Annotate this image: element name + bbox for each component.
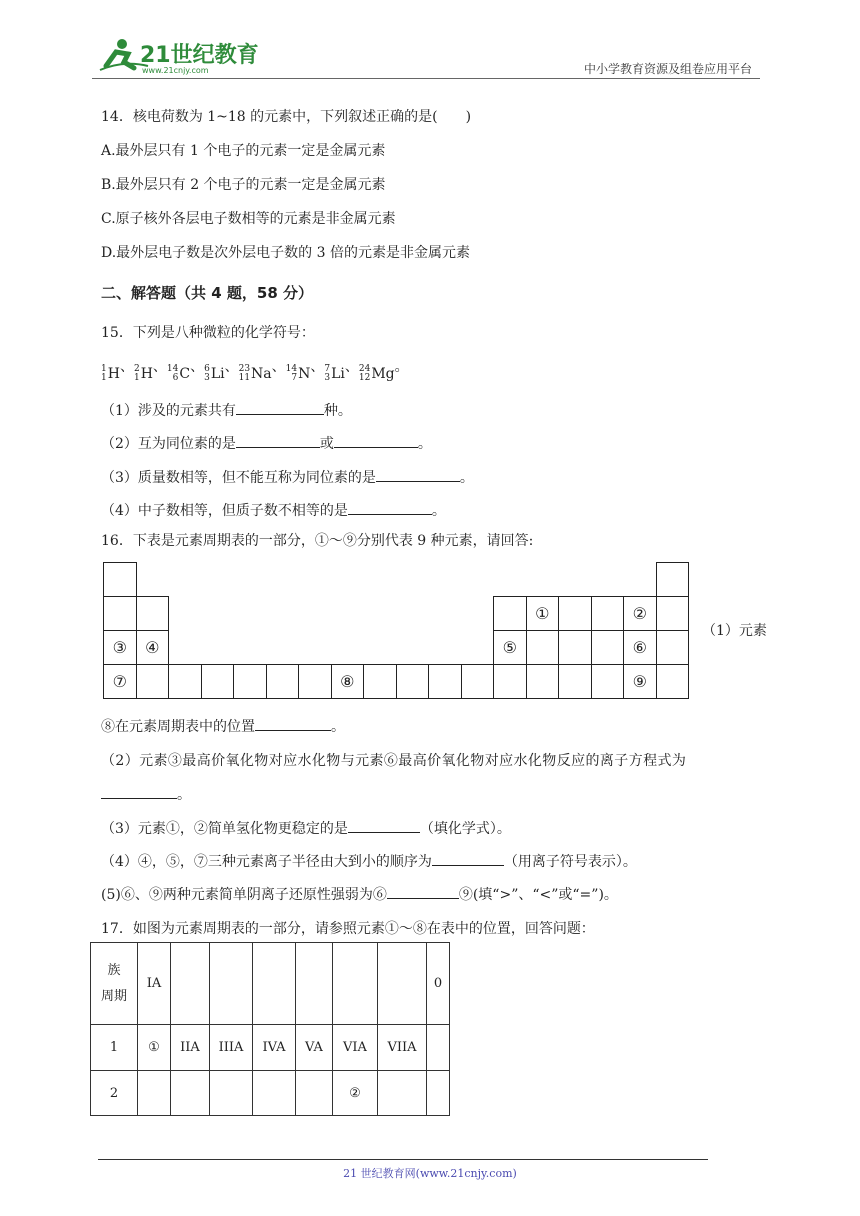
table-cell [526, 630, 560, 665]
table-cell-marked: ④ [136, 630, 170, 665]
footer-text: 21 世纪教育网(www.21cnjy.com) [343, 1167, 517, 1180]
mass-number: 14 [285, 364, 298, 374]
answer-blank[interactable] [387, 885, 459, 899]
q17-cell: 1 [91, 1025, 138, 1071]
q14-option-a: A.最外层只有 1 个电子的元素一定是金属元素 [101, 143, 386, 159]
table-cell [363, 664, 397, 699]
q15-p1-end: 种。 [323, 403, 352, 419]
table-cell [493, 596, 527, 631]
table-cell [656, 664, 690, 699]
element-symbol: C [179, 366, 191, 382]
mass-number: 24 [358, 364, 371, 374]
atomic-number: 11 [238, 373, 251, 383]
q14-option-c: C.原子核外各层电子数相等的元素是非金属元素 [101, 211, 396, 227]
q17-cell [171, 943, 210, 1025]
atomic-number: 3 [204, 373, 210, 383]
q17-cell [210, 943, 253, 1025]
answer-blank[interactable] [236, 434, 320, 448]
q14-option-d: D.最外层电子数是次外层电子数的 3 倍的元素是非金属元素 [101, 245, 470, 261]
separator: 、 [152, 359, 167, 375]
nuclide-numbers [101, 365, 107, 383]
nuclide-numbers [324, 365, 330, 383]
separator: 、 [271, 359, 286, 375]
q15-p2-end: 。 [417, 436, 432, 452]
table-cell [558, 630, 592, 665]
table-cell [461, 664, 495, 699]
q15-part2 [101, 433, 432, 453]
answer-blank[interactable] [255, 717, 331, 731]
nuclide-symbol [101, 365, 120, 383]
q17-cell [378, 1071, 427, 1116]
sentence-end: 。 [394, 359, 409, 375]
q17-cell: IVA [253, 1025, 296, 1071]
q16-part1 [101, 716, 345, 736]
nuclide-symbol [359, 365, 395, 383]
answer-blank[interactable] [101, 785, 177, 799]
q16-p1-end: 。 [331, 719, 345, 735]
q17-cell [253, 943, 296, 1025]
table-cell [526, 664, 560, 699]
atomic-number: 3 [324, 373, 331, 383]
table-cell [558, 596, 592, 631]
site-logo [94, 36, 264, 76]
answer-blank[interactable] [376, 468, 460, 482]
q17-cell: IA [138, 943, 171, 1025]
q17-row-1 [91, 1025, 450, 1071]
q17-cell: IIA [171, 1025, 210, 1071]
q17-cell [210, 1071, 253, 1116]
q17-corner-cell [91, 943, 138, 1025]
q16-p5-text: (5)⑥、⑨两种元素简单阴离子还原性强弱为⑥ [101, 887, 387, 903]
q17-cell [427, 1025, 450, 1071]
q15-p3-end: 。 [459, 470, 474, 486]
table-cell [428, 664, 462, 699]
table-cell [591, 596, 625, 631]
header-divider [92, 78, 760, 79]
q17-cell: 0 [427, 943, 450, 1025]
answer-blank[interactable] [348, 501, 432, 515]
q17-cell [171, 1071, 210, 1116]
nuclide-symbol [239, 365, 272, 383]
q17-cell: 2 [91, 1071, 138, 1116]
nuclide-numbers [167, 365, 178, 383]
q16-stem: 16．下表是元素周期表的一部分，①～⑨分别代表 9 种元素，请回答: [101, 533, 534, 549]
table-cell-marked: ① [526, 596, 560, 631]
table-cell-marked: ② [623, 596, 657, 631]
answer-blank[interactable] [348, 819, 420, 833]
table-cell [591, 664, 625, 699]
q17-label-zu: 族 [107, 962, 121, 978]
separator: 、 [190, 359, 205, 375]
element-symbol: H [140, 366, 153, 382]
nuclide-symbol [286, 365, 311, 383]
table-cell [298, 664, 332, 699]
q16-part2: （2）元素③最高价氧化物对应水化物与元素⑥最高价氧化物对应水化物反应的离子方程式为 [101, 753, 687, 769]
q17-label-zq: 周期 [100, 988, 127, 1004]
table-cell-marked: ⑧ [331, 664, 365, 699]
element-symbol: Mg [371, 366, 395, 382]
q15-p3-text: （3）质量数相等，但不能互称为同位素的是 [101, 470, 376, 486]
logo-url: www.21cnjy.com [142, 66, 209, 75]
q17-cell [333, 943, 378, 1025]
q17-cell [253, 1071, 296, 1116]
table-cell [201, 664, 235, 699]
q16-part3 [101, 818, 511, 838]
q16-part2-answer [101, 784, 191, 804]
table-cell [493, 664, 527, 699]
q16-p1-text: ⑧在元素周期表中的位置 [101, 719, 255, 735]
table-cell [656, 562, 690, 597]
table-cell [591, 630, 625, 665]
q16-p4-text: （4）④，⑤，⑦三种元素离子半径由大到小的顺序为 [101, 854, 432, 870]
element-symbol: Li [210, 366, 225, 382]
logo-brand: 21世纪教育 [140, 43, 259, 68]
nuclide-numbers [204, 365, 210, 383]
q17-stem: 17．如图为元素周期表的一部分，请参照元素①～⑧在表中的位置，回答问题： [101, 921, 595, 937]
q15-p4-end: 。 [431, 503, 446, 519]
mass-number: 2 [133, 364, 140, 374]
footer-divider [98, 1159, 708, 1160]
q15-p2-or: 或 [319, 436, 334, 452]
table-cell [396, 664, 430, 699]
q17-row-2 [91, 1071, 450, 1116]
q17-cell: VA [296, 1025, 333, 1071]
q16-part4 [101, 851, 637, 871]
separator: 、 [224, 359, 239, 375]
q15-part1 [101, 400, 352, 420]
q17-cell: ② [333, 1071, 378, 1116]
nuclide-numbers [286, 365, 297, 383]
nuclide-symbol [134, 365, 153, 383]
atomic-number: 6 [172, 373, 179, 383]
nuclide-numbers [239, 365, 250, 383]
q17-table [90, 942, 450, 1116]
table-cell [136, 664, 170, 699]
q17-cell: VIA [333, 1025, 378, 1071]
separator: 、 [119, 359, 134, 375]
periodic-table-grid [103, 562, 695, 698]
q15-p1-text: （1）涉及的元素共有 [101, 403, 236, 419]
element-symbol: H [107, 366, 120, 382]
answer-blank[interactable] [334, 434, 418, 448]
q15-part4 [101, 500, 446, 520]
section-heading: 二、解答题（共 4 题，58 分） [101, 284, 313, 302]
q17-cell: ① [138, 1025, 171, 1071]
q15-stem: 15．下列是八种微粒的化学符号： [101, 325, 315, 341]
nuclide-numbers [134, 365, 140, 383]
mass-number: 1 [101, 364, 107, 374]
element-symbol: Li [331, 366, 345, 382]
q15-p2-text: （2）互为同位素的是 [101, 436, 236, 452]
table-cell [558, 664, 592, 699]
q14-stem: 14．核电荷数为 1~18 的元素中，下列叙述正确的是( ) [101, 109, 472, 125]
table-cell-marked: ③ [103, 630, 137, 665]
header-tagline: 中小学教育资源及组卷应用平台 [583, 62, 752, 76]
table-cell [103, 562, 137, 597]
table-cell-marked: ⑥ [623, 630, 657, 665]
atomic-number: 1 [133, 373, 140, 383]
q16-p5-end: ⑨(填“>”、“<”或“=”)。 [458, 887, 618, 903]
table-cell [168, 664, 202, 699]
q17-cell: IIIA [210, 1025, 253, 1071]
q17-cell [296, 943, 333, 1025]
element-symbol: N [298, 366, 311, 382]
q15-p4-text: （4）中子数相等，但质子数不相等的是 [101, 503, 348, 519]
answer-blank[interactable] [432, 852, 504, 866]
answer-blank[interactable] [236, 401, 324, 415]
mass-number: 6 [204, 364, 210, 374]
q15-part3 [101, 467, 474, 487]
page-header [92, 30, 760, 80]
q17-cell [138, 1071, 171, 1116]
q16-part5 [101, 884, 618, 904]
mass-number: 7 [324, 364, 331, 374]
q16-p2-end: 。 [177, 787, 191, 803]
q16-table-side-text: （1）元素 [702, 623, 767, 639]
table-cell [103, 596, 137, 631]
table-cell [266, 664, 300, 699]
q17-cell [378, 943, 427, 1025]
nuclide-symbol [167, 365, 190, 383]
separator: 、 [310, 359, 325, 375]
table-cell [136, 596, 170, 631]
table-cell [656, 630, 690, 665]
q17-cell [296, 1071, 333, 1116]
atomic-number: 1 [101, 373, 107, 383]
nuclide-symbol [204, 365, 225, 383]
nuclide-numbers [359, 365, 370, 383]
table-cell-marked: ⑤ [493, 630, 527, 665]
separator: 、 [344, 359, 359, 375]
table-cell-marked: ⑨ [623, 664, 657, 699]
table-cell-marked: ⑦ [103, 664, 137, 699]
mass-number: 14 [166, 364, 179, 374]
q16-p3-text: （3）元素①，②简单氢化物更稳定的是 [101, 821, 348, 837]
mass-number: 23 [238, 364, 251, 374]
q17-header-row [91, 943, 450, 1025]
q16-p3-end: （填化学式）。 [419, 821, 511, 837]
atomic-number: 12 [358, 373, 371, 383]
table-cell [656, 596, 690, 631]
atomic-number: 7 [291, 373, 298, 383]
table-cell [233, 664, 267, 699]
element-symbol: Na [251, 366, 272, 382]
q15-nuclide-list [101, 356, 409, 383]
q17-cell [427, 1071, 450, 1116]
q17-cell: VIIA [378, 1025, 427, 1071]
nuclide-symbol [324, 365, 345, 383]
q14-option-b: B.最外层只有 2 个电子的元素一定是金属元素 [101, 177, 386, 193]
q16-p4-end: （用离子符号表示）。 [503, 854, 637, 870]
